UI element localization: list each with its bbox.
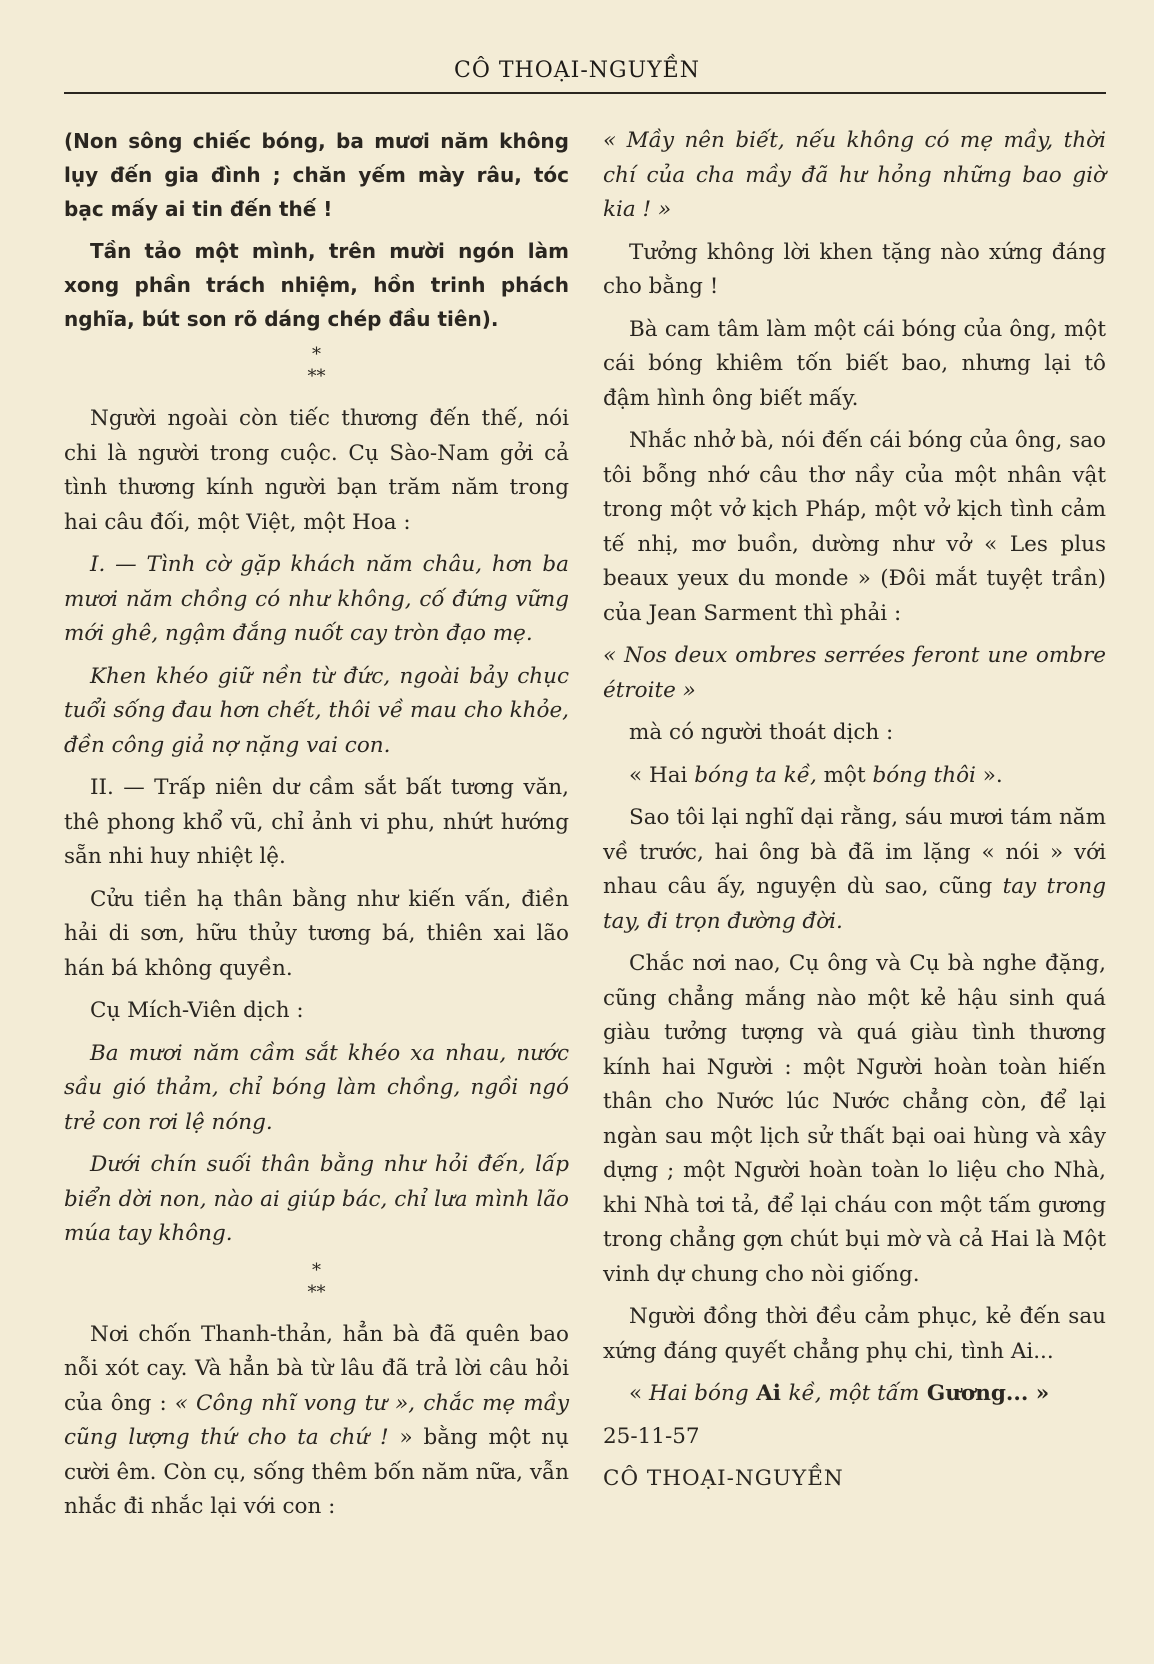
header-rule: [64, 92, 1106, 94]
body-paragraph: Tưởng không lời khen tặng nào xứng đáng cho bằng !: [603, 239, 1106, 299]
epigraph-paragraph-1: (Non sông chiếc bóng, ba mươi năm không lụy đến gia đình ; chăn yếm mày râu, tóc bạc mấy ai tin đến thế !: [64, 129, 569, 221]
body-italic: tay trong tay, đi trọn đường đời.: [603, 874, 1106, 934]
couplet-hanviet-line-2: Cửu tiền hạ thân bằng như kiến vấn, điền hải di sơn, hữu thủy tương bá, thiên xai lão hán bá không quyền.: [64, 886, 569, 981]
page-header-title: CÔ THOẠI-NGUYỀN: [454, 58, 700, 83]
verse-text: « Hai: [629, 762, 695, 788]
epigraph-paragraph-2: Tần tảo một mình, trên mười ngón làm xong phần trách nhiệm, hồn trinh phách nghĩa, bút son rõ dáng chép đầu tiên).: [64, 239, 569, 331]
section-separator-asterisks: * **: [307, 344, 326, 387]
body-text: Sao tôi lại nghĩ dại rằng, sáu mươi tám năm về trước, hai ông bà đã im lặng « nói » với nhau câu ấy, nguyện dù sao, cũng: [603, 805, 1107, 899]
body-paragraph: Người ngoài còn tiếc thương đến thế, nói chi là người trong cuộc. Cụ Sào-Nam gởi cả tình thương kính người bạn trăm năm trong hai câu đối, một Việt, một Hoa :: [64, 406, 569, 535]
verse-text: một: [816, 762, 873, 788]
verse-italic: bóng thôi: [872, 762, 976, 788]
translation-line-1: Ba mươi năm cầm sắt khéo xa nhau, nước sầu gió thảm, chỉ bóng làm chồng, ngồi ngó trẻ con rơi lệ nóng.: [64, 1040, 569, 1135]
body-paragraph: Chắc nơi nao, Cụ ông và Cụ bà nghe đặng, cũng chẳng mắng nào một kẻ hậu sinh quá giàu tưởng tượng và quá giàu tình thương kính hai Người : một Người hoàn toàn hiến thân cho Nước lúc Nước chẳng còn, để lại ngàn sau một lịch sử thất bại oai hùng và xây dựng ; một Người hoàn toàn lo liệu cho Nhà, khi Nhà tơi tả, để lại cháu con một tấm gương trong chẳng gợn chút bụi mờ và cả Hai là Một vinh dự chung cho nòi giống.: [603, 951, 1106, 1287]
body-paragraph: Nhắc nhở bà, nói đến cái bóng của ông, sao tôi bỗng nhớ câu thơ nầy của một nhân vật trong một vở kịch Pháp, một vở kịch tình cảm tế nhị, mơ buồn, dường như vở « Les plus beaux yeux du monde » (Đôi mắt tuyệt trần) của Jean Sarment thì phải :: [603, 428, 1106, 626]
verse-italic: bóng ta kề,: [694, 762, 817, 788]
date-line: 25-11-57: [603, 1423, 700, 1449]
body-paragraph: Bà cam tâm làm một cái bóng của ông, một cái bóng khiêm tốn biết bao, nhưng lại tô đậm hình ông biết mấy.: [603, 316, 1106, 411]
translation-line-2: Dưới chín suối thân bằng như hỏi đến, lấp biển dời non, nào ai giúp bác, chỉ lưa mình lão múa tay không.: [64, 1152, 569, 1246]
translated-verse: [603, 759, 1106, 794]
body-paragraph: Người đồng thời đều cảm phục, kẻ đến sau xứng đáng quyết chẳng phụ chi, tình Ai...: [603, 1304, 1106, 1364]
quoted-speech: « Công nhĩ vong tư », chắc mẹ mầy cũng lượng thứ cho ta chứ !: [64, 1390, 569, 1450]
verse-bold: Ai: [748, 1381, 789, 1406]
author-signature: CÔ THOẠI-NGUYỀN: [603, 1466, 844, 1491]
section-separator-asterisks: * **: [307, 1259, 326, 1303]
couplet-hanviet-line-1: II. — Trấp niên dư cầm sắt bất tương văn, thê phong khổ vũ, chỉ ảnh vi phu, nhứt hướng sẵn nhi huy nhiệt lệ.: [64, 775, 569, 869]
body-paragraph: mà có người thoát dịch :: [629, 720, 894, 745]
couplet-vietnamese-line-2: Khen khéo giữ nền từ đức, ngoài bảy chục tuổi sống đau hơn chết, thôi về mau cho khỏe, đền công giả nợ nặng vai con.: [64, 663, 569, 758]
verse-italic: Hai bóng: [649, 1381, 749, 1406]
french-quote: « Nos deux ombres serrées feront une ombre étroite »: [603, 643, 1106, 703]
quote-paragraph: « Mầy nên biết, nếu không có mẹ mầy, thời chí của cha mầy đã hư hỏng những bao giờ kia ! »: [603, 128, 1106, 222]
body-paragraph: [64, 1318, 569, 1525]
body-text: » bằng một nụ cười êm. Còn cụ, sống thêm bốn năm nữa, vẫn nhắc đi nhắc lại với con :: [64, 1425, 569, 1519]
verse-text: «: [629, 1381, 649, 1406]
translator-note: Cụ Mích-Viên dịch :: [90, 998, 304, 1023]
right-column: [603, 124, 1106, 1505]
verse-italic: kề, một tấm: [788, 1381, 920, 1406]
left-column: [64, 124, 569, 1533]
verse-bold: Gương... »: [919, 1381, 1050, 1406]
verse-text: ».: [975, 762, 1003, 788]
couplet-vietnamese-line-1: I. — Tình cờ gặp khách năm châu, hơn ba mươi năm chồng có như không, cố đứng vững mới ghê, ngậm đắng nuốt cay tròn đạo mẹ.: [64, 552, 569, 646]
body-text: Nơi chốn Thanh-thản, hẳn bà đã quên bao nỗi xót cay. Và hẳn bà từ lâu đã trả lời câu hỏi của ông :: [64, 1321, 569, 1416]
body-paragraph: [603, 801, 1106, 939]
closing-verse: [603, 1377, 1106, 1412]
